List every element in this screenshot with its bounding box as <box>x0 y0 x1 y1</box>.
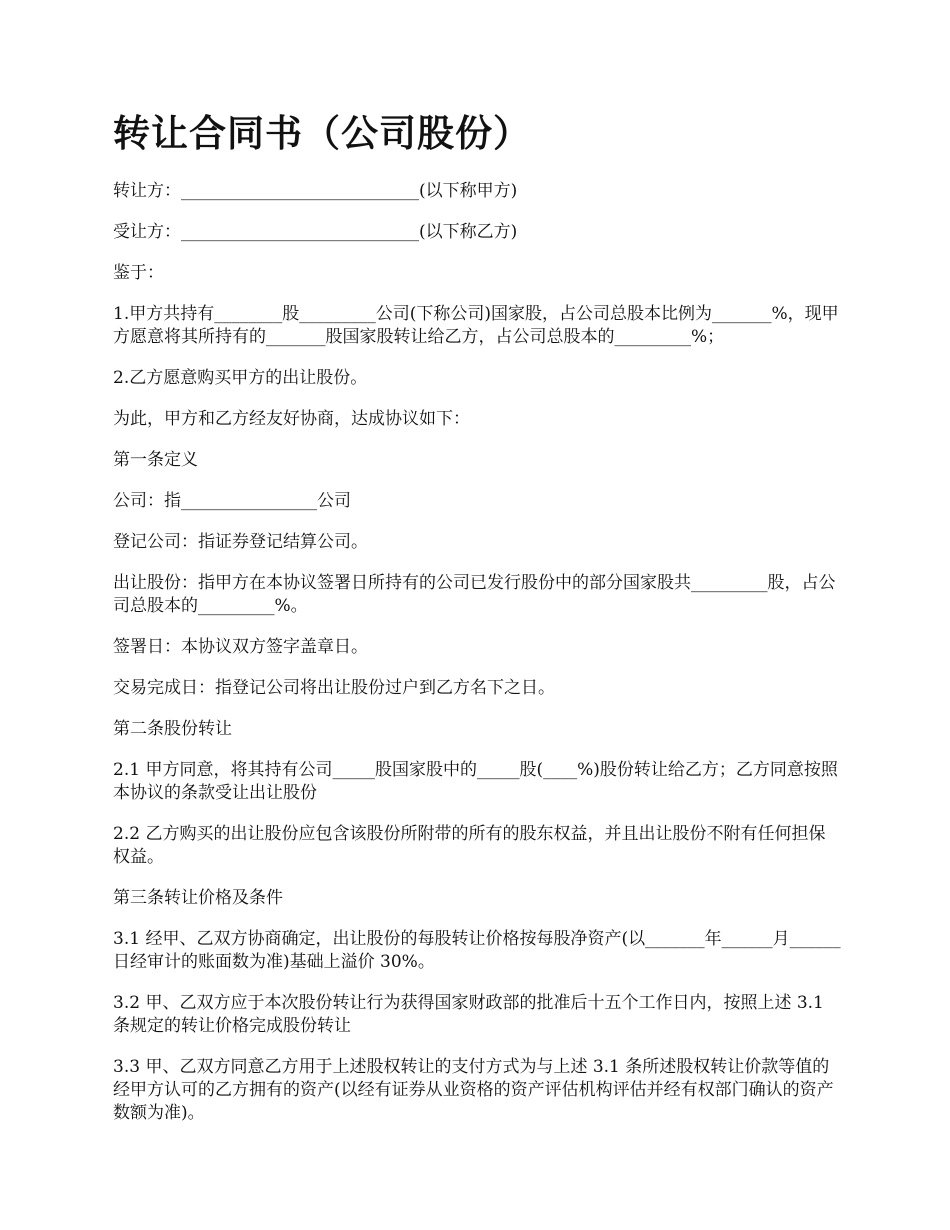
definition-completion-date: 交易完成日：指登记公司将出让股份过户到乙方名下之日。 <box>113 678 555 698</box>
whereas-heading: 鉴于： <box>113 263 164 283</box>
article-1-heading: 第一条定义 <box>113 450 198 470</box>
clause-3-1: 3.1 经甲、乙双方协商确定，出让股份的每股转让价格按每股净资产(以_______年______月______日经审计的账面数为准)基础上溢价 30%。 <box>113 929 841 972</box>
definition-registrar: 登记公司：指证券登记结算公司。 <box>113 532 368 552</box>
clause-3-3: 3.3 甲、乙双方同意乙方用于上述股权转让的支付方式为与上述 3.1 条所述股权转让价款等值的经甲方认可的乙方拥有的资产(以经有证券从业资格的资产评估机构评估并经有权部门确认的资产数额为准)。 <box>113 1057 834 1123</box>
article-3-heading: 第三条转让价格及条件 <box>113 888 283 908</box>
recital-2: 2.乙方愿意购买甲方的出让股份。 <box>113 368 368 388</box>
definition-signing-date: 签署日：本协议双方签字盖章日。 <box>113 637 368 657</box>
definition-company: 公司：指________________公司 <box>113 491 351 511</box>
clause-2-2: 2.2 乙方购买的出让股份应包含该股份所附带的所有的股东权益，并且出让股份不附有任何担保权益。 <box>113 824 826 867</box>
transferee-line: 受让方：____________________________(以下称乙方) <box>113 222 518 242</box>
transferor-line: 转让方：____________________________(以下称甲方) <box>113 181 518 201</box>
definition-transfer-shares: 出让股份：指甲方在本协议签署日所持有的公司已发行股份中的部分国家股共_________股，占公司总股本的_________%。 <box>113 573 836 616</box>
article-2-heading: 第二条股份转让 <box>113 719 232 739</box>
clause-3-2: 3.2 甲、乙双方应于本次股份转让行为获得国家财政部的批准后十五个工作日内，按照上述 3.1 条规定的转让价格完成股份转让 <box>113 993 830 1036</box>
agreement-intro: 为此，甲方和乙方经友好协商，达成协议如下： <box>113 409 470 429</box>
document-title: 转让合同书（公司股份） <box>113 112 531 155</box>
recital-1: 1.甲方共持有________股_________公司(下称公司)国家股，占公司总股本比例为_______%，现甲方愿意将其所持有的_______股国家股转让给乙方，占公司总股本的_________%； <box>113 304 839 347</box>
clause-2-1: 2.1 甲方同意，将其持有公司_____股国家股中的_____股(____%)股份转让给乙方；乙方同意按照本协议的条款受让出让股份 <box>113 760 838 803</box>
